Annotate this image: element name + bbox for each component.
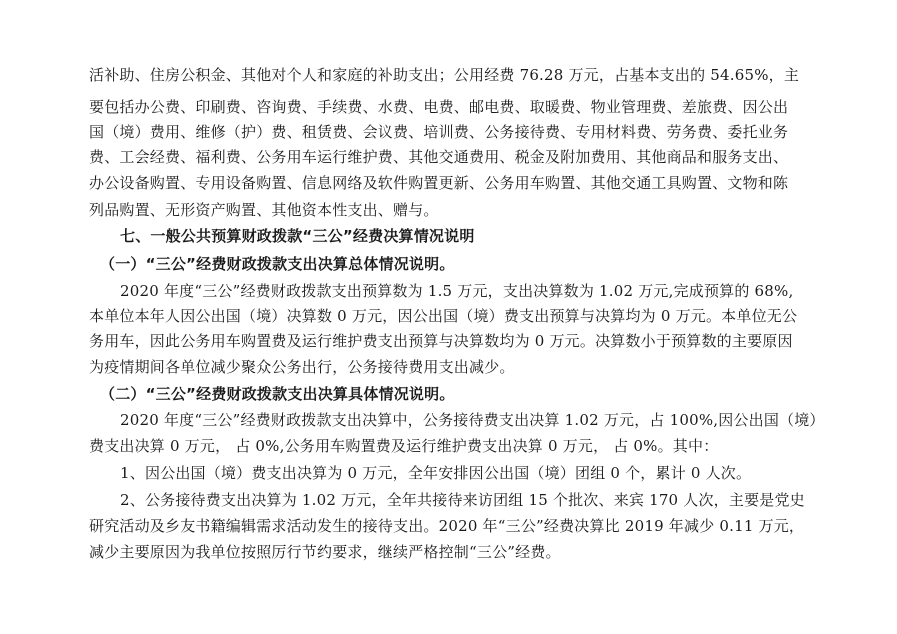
subsection-heading-one: （一）“三公”经费财政拨款支出决算总体情况说明。 (100, 255, 455, 273)
paragraph-line: 国（境）费用、维修（护）费、租赁费、会议费、培训费、公务接待费、专用材料费、劳务费、委托业务 (89, 123, 789, 141)
paragraph-line: 费支出决算 0 万元， 占 0%,公务用车购置费及运行维护费支出决算 0 万元， 占 0%。其中： (89, 437, 719, 455)
paragraph-line: 2020 年度“三公”经费财政拨款支出预算数为 1.5 万元，支出决算数为 1.02 万元,完成预算的 68%, (120, 282, 794, 300)
paragraph-line: 列品购置、无形资产购置、其他资本性支出、赠与。 (89, 201, 439, 219)
subsection-heading-two: （二）“三公”经费财政拨款支出决算具体情况说明。 (100, 385, 455, 403)
paragraph-line: 本单位本年人因公出国（境）决算数 0 万元，因公出国（境）费支出预算与决算均为 0 万元。本单位无公 (89, 307, 798, 325)
paragraph-line: 费、工会经费、福利费、公务用车运行维护费、其他交通费用、税金及附加费用、其他商品和服务支出、 (89, 148, 789, 166)
paragraph-line: 要包括办公费、印刷费、咨询费、手续费、水费、电费、邮电费、取暖费、物业管理费、差旅费、因公出 (89, 98, 789, 116)
paragraph-line: 为疫情期间各单位减少聚众公务出行，公务接待费用支出减少。 (89, 358, 515, 376)
list-item-two: 2、公务接待费支出决算为 1.02 万元，全年共接待来访团组 15 个批次、来宾 170 人次，主要是党史 (120, 491, 805, 509)
section-heading-seven: 七、一般公共预算财政拨款“三公”经费决算情况说明 (120, 227, 475, 245)
paragraph-line: 活补助、住房公积金、其他对个人和家庭的补助支出；公用经费 76.28 万元，占基本支出的 54.65%，主 (89, 66, 800, 84)
paragraph-line: 务用车，因此公务用车购置费及运行维护费支出预算与决算数均为 0 万元。决算数小于预算数的主要原因 (89, 332, 793, 350)
list-item-one: 1、因公出国（境）费支出决算为 0 万元，全年安排因公出国（境）团组 0 个，累计 0 人次。 (120, 464, 752, 482)
paragraph-line: 减少主要原因为我单位按照厉行节约要求，继续严格控制“三公”经费。 (89, 543, 561, 561)
paragraph-line: 研究活动及乡友书籍编辑需求活动发生的接待支出。2020 年“三公”经费决算比 2019 年减少 0.11 万元， (89, 517, 805, 535)
paragraph-line: 2020 年度“三公”经费财政拨款支出决算中，公务接待费支出决算 1.02 万元，占 100%,因公出国（境） (120, 411, 825, 429)
paragraph-line: 办公设备购置、专用设备购置、信息网络及软件购置更新、公务用车购置、其他交通工具购置、文物和陈 (89, 174, 789, 192)
